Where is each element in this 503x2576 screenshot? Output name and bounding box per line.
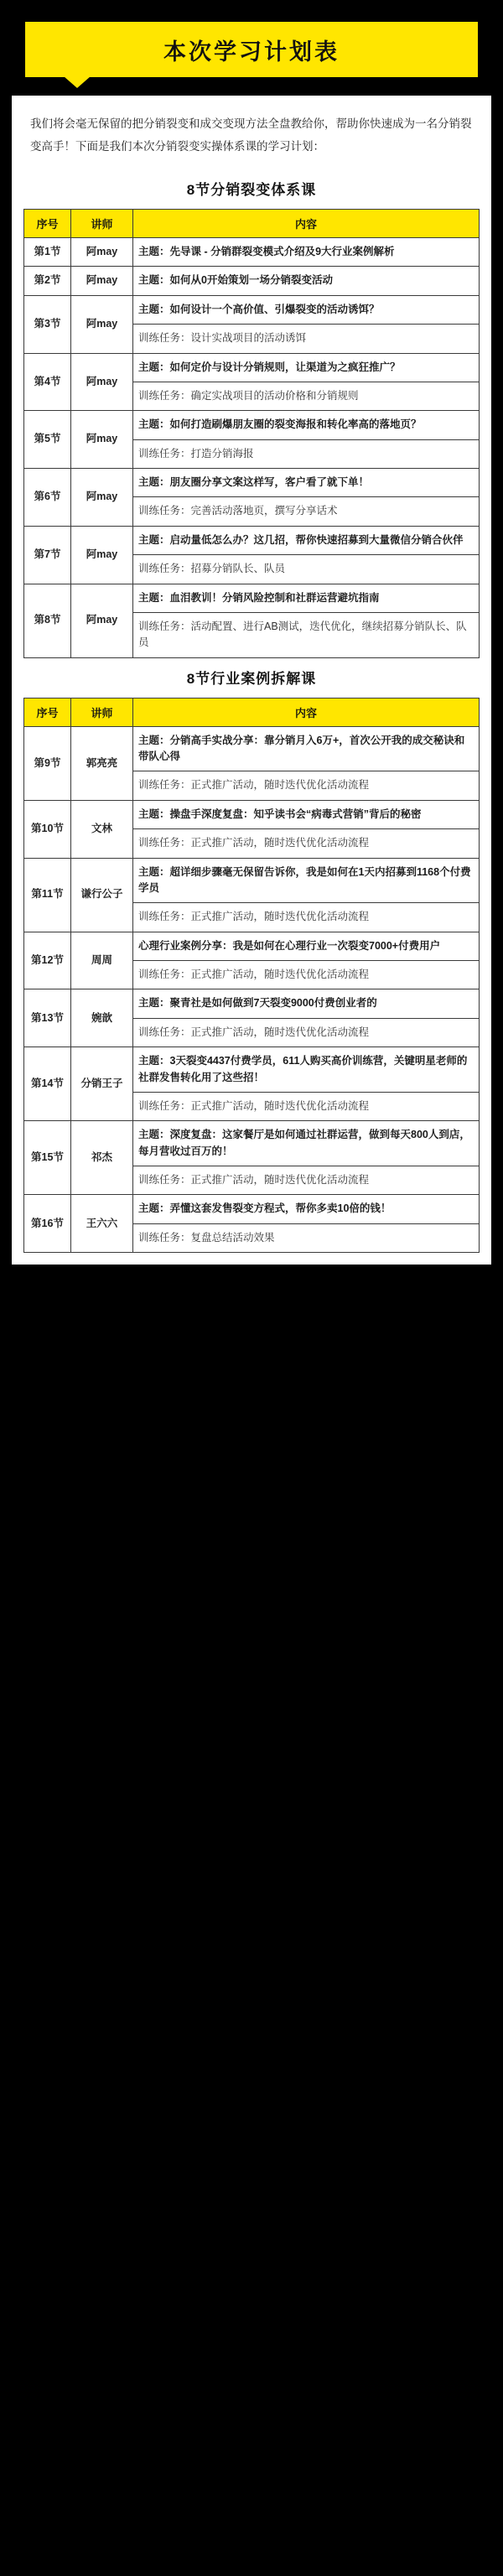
table-row	[24, 469, 480, 497]
sections-root	[23, 178, 480, 1253]
lesson-task: 训练任务：正式推广活动，随时迭代优化活动流程	[133, 1018, 480, 1046]
lesson-task: 训练任务：正式推广活动，随时迭代优化活动流程	[133, 829, 480, 858]
schedule-table	[23, 698, 480, 1254]
lesson-number: 第5节	[24, 411, 71, 469]
lesson-teacher: 阿may	[71, 469, 133, 527]
table-row	[24, 267, 480, 295]
table-row	[24, 584, 480, 612]
lesson-task: 训练任务：正式推广活动，随时迭代优化活动流程	[133, 771, 480, 800]
lesson-teacher: 分销王子	[71, 1047, 133, 1121]
table-row	[24, 1195, 480, 1223]
table-row	[24, 932, 480, 960]
lesson-topic: 主题：深度复盘：这家餐厅是如何通过社群运营，做到每天800人到店，每月营收过百万的！	[133, 1121, 480, 1166]
section-title: 8节分销裂变体系课	[186, 182, 317, 198]
table-row	[24, 800, 480, 828]
intro-paragraph: 我们将会毫无保留的把分销裂变和成交变现方法全盘教给你，帮助你快速成为一名分销裂变高手！下面是我们本次分销裂变实操体系课的学习计划：	[30, 117, 472, 153]
lesson-number: 第10节	[24, 800, 71, 858]
column-header: 内容	[133, 210, 480, 238]
lesson-task: 训练任务：招募分销队长、队员	[133, 555, 480, 584]
lesson-number: 第8节	[24, 584, 71, 657]
table-header-row	[24, 698, 480, 726]
lesson-topic: 主题：如何打造刷爆朋友圈的裂变海报和转化率高的落地页？	[133, 411, 480, 439]
table-row	[24, 411, 480, 439]
content-card	[12, 96, 491, 1265]
lesson-number: 第12节	[24, 932, 71, 989]
lesson-topic: 主题：3天裂变4437付费学员，611人购买高价训练营，关键明星老师的社群发售转化用了这些招！	[133, 1047, 480, 1093]
banner	[25, 22, 478, 77]
column-header: 序号	[24, 210, 71, 238]
lesson-number: 第15节	[24, 1121, 71, 1195]
lesson-topic: 主题：如何从0开始策划一场分销裂变活动	[133, 267, 480, 295]
lesson-task: 训练任务：复盘总结活动效果	[133, 1223, 480, 1252]
lesson-task: 训练任务：正式推广活动，随时迭代优化活动流程	[133, 903, 480, 932]
schedule-table	[23, 209, 480, 658]
lesson-topic: 主题：聚青社是如何做到7天裂变9000付费创业者的	[133, 989, 480, 1018]
study-plan-page	[0, 0, 503, 1265]
lesson-teacher: 阿may	[71, 411, 133, 469]
table-row	[24, 353, 480, 382]
lesson-number: 第7节	[24, 526, 71, 584]
lesson-number: 第9节	[24, 726, 71, 800]
lesson-task: 训练任务：正式推广活动，随时迭代优化活动流程	[133, 1092, 480, 1120]
lesson-teacher: 祁杰	[71, 1121, 133, 1195]
table-row	[24, 295, 480, 324]
lesson-topic: 主题：分销高手实战分享：靠分销月入6万+，首次公开我的成交秘诀和带队心得	[133, 726, 480, 771]
lesson-number: 第3节	[24, 295, 71, 353]
lesson-topic: 主题：如何定价与设计分销规则，让渠道为之疯狂推广？	[133, 353, 480, 382]
lesson-number: 第11节	[24, 858, 71, 932]
lesson-teacher: 阿may	[71, 584, 133, 657]
lesson-number: 第1节	[24, 238, 71, 267]
lesson-teacher: 阿may	[71, 353, 133, 411]
table-row	[24, 989, 480, 1018]
column-header: 内容	[133, 698, 480, 726]
lesson-teacher: 阿may	[71, 238, 133, 267]
column-header: 讲师	[71, 210, 133, 238]
section-title: 8节行业案例拆解课	[186, 670, 317, 687]
lesson-topic: 主题：血泪教训！分销风险控制和社群运营避坑指南	[133, 584, 480, 612]
table-row	[24, 1121, 480, 1166]
banner-title: 本次学习计划表	[163, 39, 340, 65]
lesson-number: 第13节	[24, 989, 71, 1047]
lesson-teacher: 谦行公子	[71, 858, 133, 932]
lesson-teacher: 王六六	[71, 1195, 133, 1253]
banner-area	[0, 0, 503, 77]
lesson-task: 训练任务：完善活动落地页，撰写分享话术	[133, 497, 480, 526]
lesson-topic: 主题：操盘手深度复盘：知乎读书会“病毒式营销”背后的秘密	[133, 800, 480, 828]
lesson-number: 第6节	[24, 469, 71, 527]
table-row	[24, 238, 480, 267]
lesson-number: 第14节	[24, 1047, 71, 1121]
lesson-teacher: 阿may	[71, 526, 133, 584]
lesson-number: 第16节	[24, 1195, 71, 1253]
lesson-teacher: 文林	[71, 800, 133, 858]
lesson-task: 训练任务：设计实战项目的活动诱饵	[133, 325, 480, 353]
lesson-topic: 主题：超详细步骤毫无保留告诉你，我是如何在1天内招募到1168个付费学员	[133, 858, 480, 903]
lesson-topic: 主题：先导课 - 分销群裂变模式介绍及9大行业案例解析	[133, 238, 480, 267]
lesson-task: 训练任务：确定实战项目的活动价格和分销规则	[133, 382, 480, 410]
table-row	[24, 726, 480, 771]
column-header: 讲师	[71, 698, 133, 726]
column-header: 序号	[24, 698, 71, 726]
lesson-topic: 主题：启动量低怎么办？这几招，帮你快速招募到大量微信分销合伙伴	[133, 526, 480, 554]
lesson-teacher: 阿may	[71, 267, 133, 295]
lesson-topic: 主题：如何设计一个高价值、引爆裂变的活动诱饵？	[133, 295, 480, 324]
lesson-teacher: 郭亮亮	[71, 726, 133, 800]
table-header-row	[24, 210, 480, 238]
lesson-teacher: 周周	[71, 932, 133, 989]
lesson-teacher: 婉歆	[71, 989, 133, 1047]
lesson-task: 训练任务：打造分销海报	[133, 439, 480, 468]
lesson-teacher: 阿may	[71, 295, 133, 353]
lesson-task: 训练任务：正式推广活动，随时迭代优化活动流程	[133, 1166, 480, 1195]
lesson-number: 第2节	[24, 267, 71, 295]
lesson-topic: 主题：朋友圈分享文案这样写，客户看了就下单！	[133, 469, 480, 497]
table-row	[24, 858, 480, 903]
lesson-number: 第4节	[24, 353, 71, 411]
lesson-task: 训练任务：正式推广活动，随时迭代优化活动流程	[133, 961, 480, 989]
table-row	[24, 526, 480, 554]
banner-tail-icon	[64, 76, 91, 88]
lesson-task: 训练任务：活动配置、进行AB测试，迭代优化，继续招募分销队长、队员	[133, 612, 480, 657]
lesson-topic: 主题：弄懂这套发售裂变方程式，帮你多卖10倍的钱！	[133, 1195, 480, 1223]
table-row	[24, 1047, 480, 1093]
lesson-topic: 心理行业案例分享：我是如何在心理行业一次裂变7000+付费用户	[133, 932, 480, 960]
